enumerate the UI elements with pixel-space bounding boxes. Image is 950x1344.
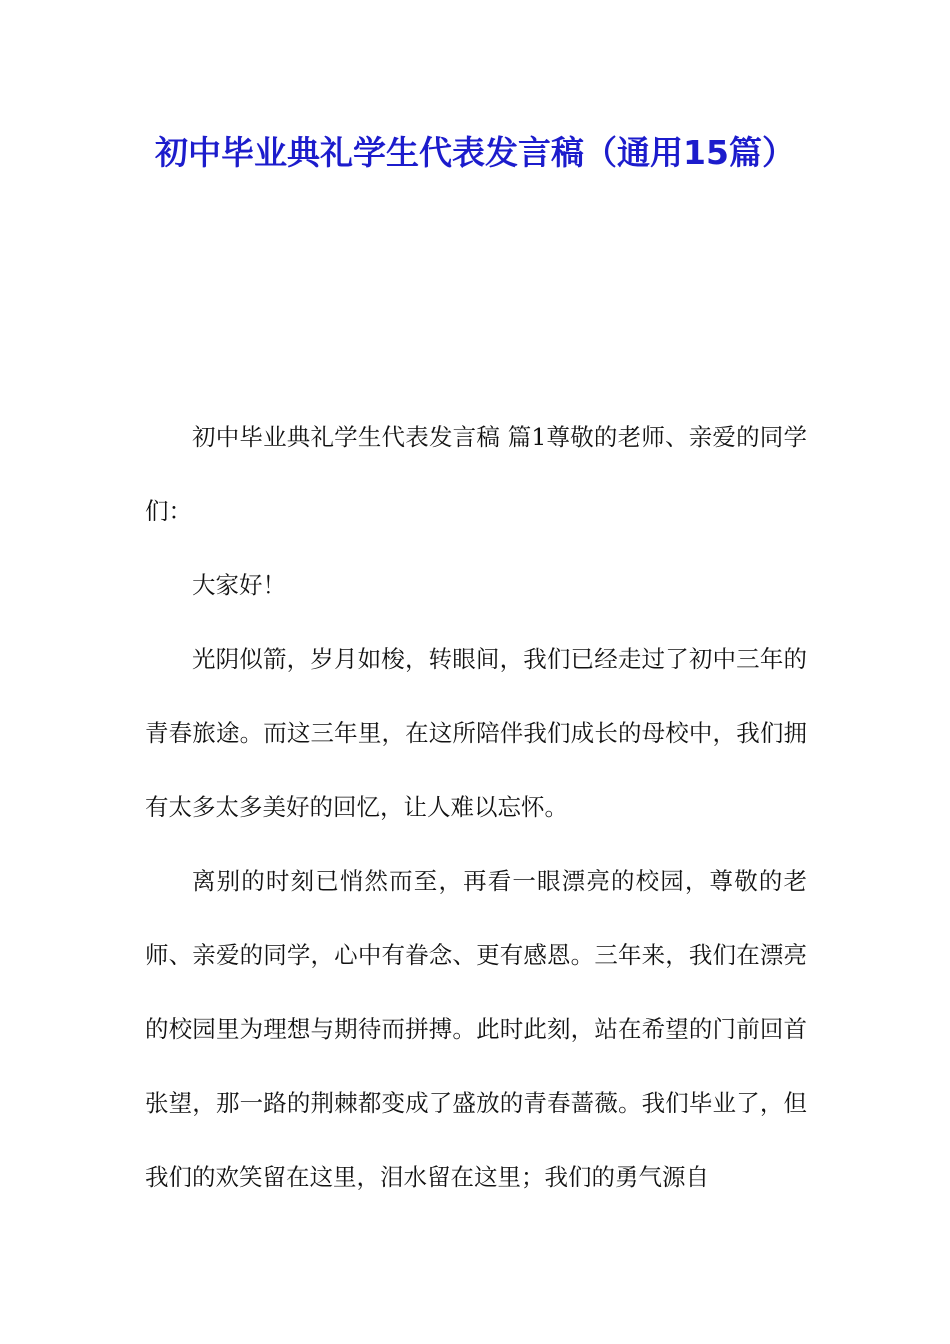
document-title: 初中毕业典礼学生代表发言稿（通用15篇）: [155, 133, 795, 172]
paragraph-hello: 大家好！: [192, 571, 286, 599]
paragraph-farewell: 离别的时刻已悄然而至，再看一眼漂亮的校园，尊敬的老师、亲爱的同学，心中有眷念、更有感恩。三年来，我们在漂亮的校园里为理想与期待而拼搏。此时此刻，站在希望的门前回首张望，那一路的荆棘都变成了盛放的青春蔷薇。我们毕业了，但我们的欢笑留在这里，泪水留在这里；我们的勇气源自: [145, 867, 807, 1191]
document-body: [145, 400, 807, 1214]
paragraph-greeting-heading: 初中毕业典礼学生代表发言稿 篇1尊敬的老师、亲爱的同学们：: [145, 423, 807, 525]
paragraph-time-flies: 光阴似箭，岁月如梭，转眼间，我们已经走过了初中三年的青春旅途。而这三年里，在这所陪伴我们成长的母校中，我们拥有太多太多美好的回忆，让人难以忘怀。: [145, 645, 807, 821]
